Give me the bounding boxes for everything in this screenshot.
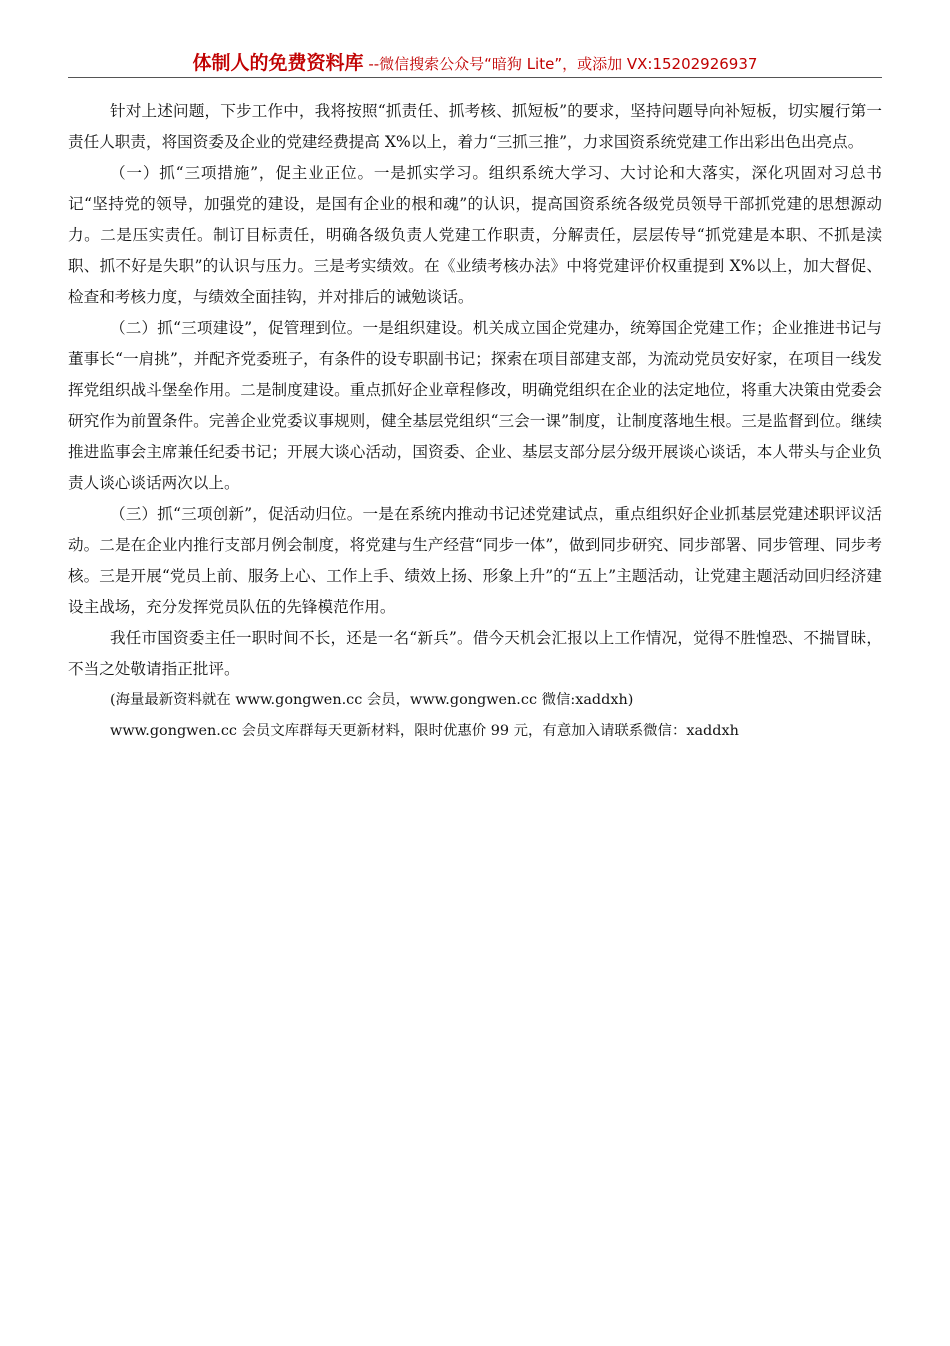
paragraph-section-3: （三）抓“三项创新”，促活动归位。一是在系统内推动书记述党建试点，重点组织好企业抓基层党建述职评议活动。二是在企业内推行支部月例会制度，将党建与生产经营“同步一体”，做到同步研究、同步部署、同步管理、同步考核。三是开展“党员上前、服务上心、工作上手、绩效上扬、形象上升”的“五上”主题活动，让党建主题活动回归经济建设主战场，充分发挥党员队伍的先锋模范作用。 (68, 505, 882, 616)
watermark-header (68, 48, 882, 76)
paragraph-section-1: （一）抓“三项措施”，促主业正位。一是抓实学习。组织系统大学习、大讨论和大落实，深化巩固对习总书记“坚持党的领导，加强党的建设，是国有企业的根和魂”的认识，提高国资系统各级党员领导干部抓党建的思想源动力。二是压实责任。制订目标责任，明确各级负责人党建工作职责，分解责任，层层传导“抓党建是本职、不抓是渎职、抓不好是失职”的认识与压力。三是考实绩效。在《业绩考核办法》中将党建评价权重提到 X%以上，加大督促、检查和考核力度，与绩效全面挂钩，并对排后的诫勉谈话。 (68, 164, 882, 306)
document-body (68, 96, 882, 747)
header-subtitle: --微信搜索公众号“暗狗 Lite”，或添加 VX:15202926937 (363, 55, 758, 73)
header-divider (68, 77, 882, 78)
paragraph-closing: 我任市国资委主任一职时间不长，还是一名“新兵”。借今天机会汇报以上工作情况，觉得不胜惶恐、不揣冒昧，不当之处敬请指正批评。 (68, 629, 882, 678)
paragraph-section-2: （二）抓“三项建设”，促管理到位。一是组织建设。机关成立国企党建办，统筹国企党建工作；企业推进书记与董事长“一肩挑”，并配齐党委班子，有条件的设专职副书记；探索在项目部建支部，为流动党员安好家，在项目一线发挥党组织战斗堡垒作用。二是制度建设。重点抓好企业章程修改，明确党组织在企业的法定地位，将重大决策由党委会研究作为前置条件。完善企业党委议事规则，健全基层党组织“三会一课”制度，让制度落地生根。三是监督到位。继续推进监事会主席兼任纪委书记；开展大谈心活动，国资委、企业、基层支部分层分级开展谈心谈话，本人带头与企业负责人谈心谈话两次以上。 (68, 319, 882, 492)
footer-note-2: www.gongwen.cc 会员文库群每天更新材料，限时优惠价 99 元，有意加入请联系微信：xaddxh (110, 723, 739, 739)
footer-note-1: (海量最新资料就在 www.gongwen.cc 会员，www.gongwen.cc 微信:xaddxh) (110, 692, 634, 708)
header-brand: 体制人的免费资料库 (192, 52, 364, 74)
paragraph-intro: 针对上述问题，下步工作中，我将按照“抓责任、抓考核、抓短板”的要求，坚持问题导向补短板，切实履行第一责任人职责，将国资委及企业的党建经费提高 X%以上，着力“三抓三推”，力求国资系统党建工作出彩出色出亮点。 (68, 102, 882, 151)
